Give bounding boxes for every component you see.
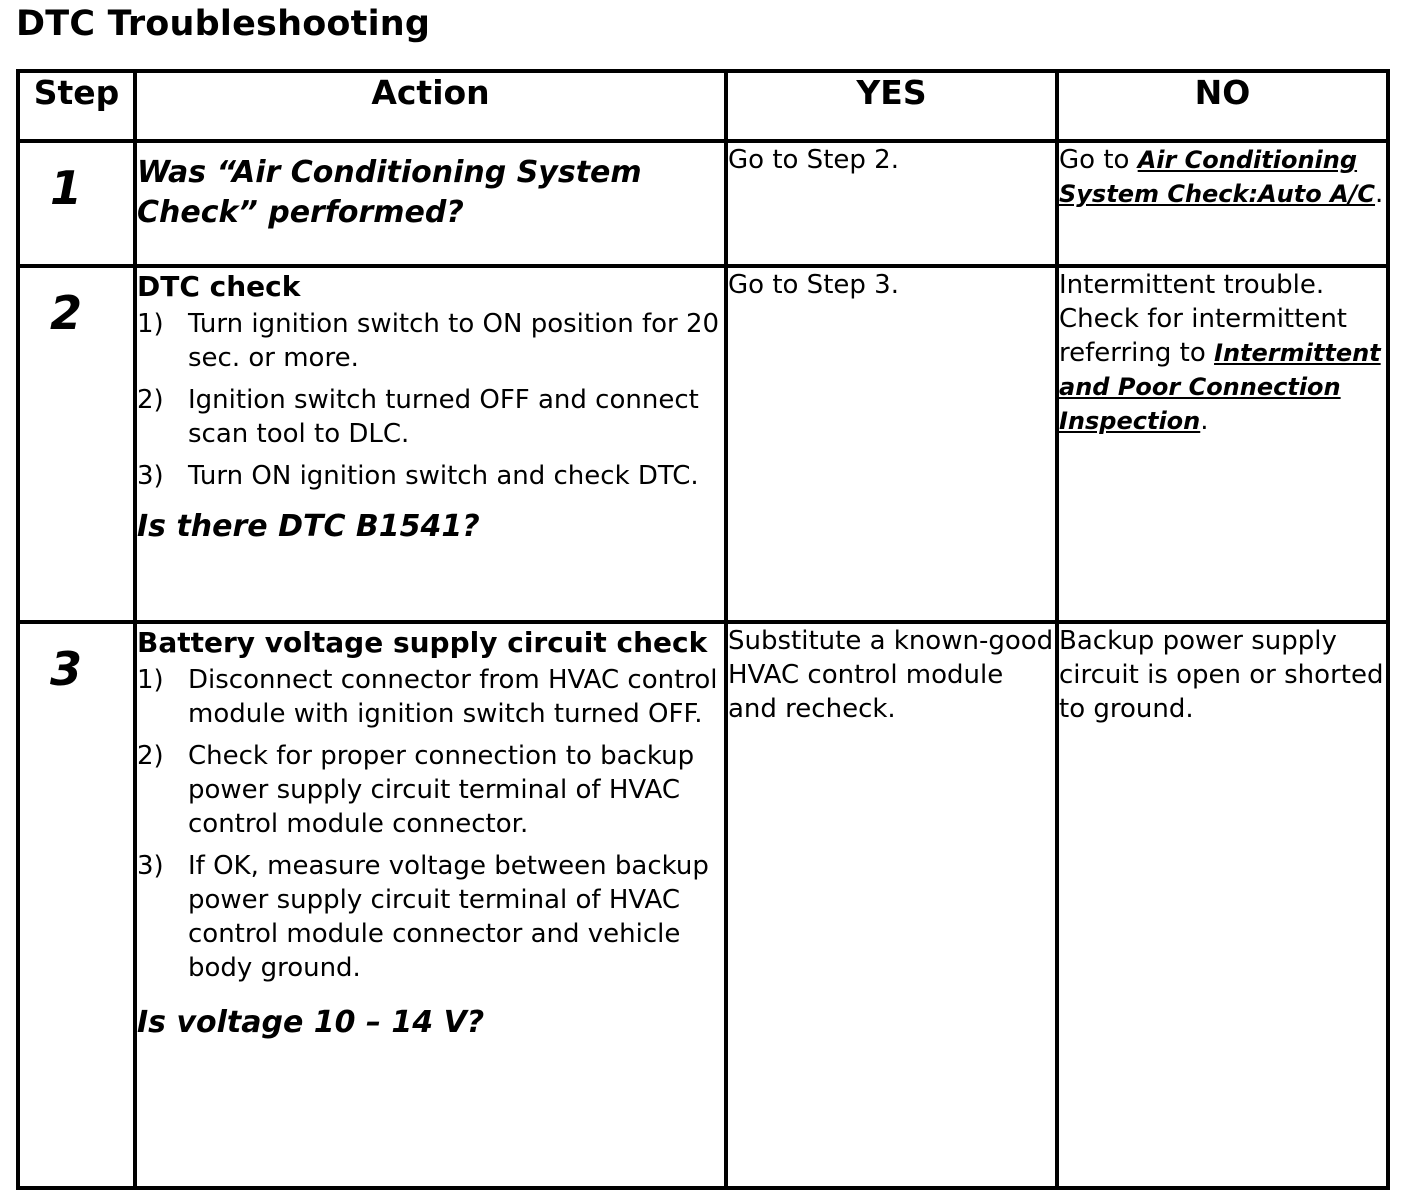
step-cell — [18, 622, 135, 1188]
item-number: 3) — [137, 851, 164, 881]
item-text: Ignition switch turned OFF and connect scan tool to DLC. — [188, 385, 699, 449]
list-item — [137, 739, 724, 841]
step-number: 2 — [50, 286, 83, 340]
yes-text: Substitute a known-good HVAC control module and recheck. — [728, 626, 1054, 724]
list-item — [137, 383, 724, 451]
header-no: NO — [1057, 71, 1388, 141]
no-text: Backup power supply circuit is open or shorted to ground. — [1059, 626, 1384, 724]
header-step: Step — [18, 71, 135, 141]
action-steps-list — [137, 307, 724, 493]
item-number: 1) — [137, 665, 164, 695]
item-text: Disconnect connector from HVAC control module with ignition switch turned OFF. — [188, 665, 718, 729]
action-title: Battery voltage supply circuit check — [137, 626, 708, 659]
action-question: Is there DTC B1541? — [137, 509, 480, 544]
yes-text: Go to Step 3. — [728, 270, 899, 300]
step-cell — [18, 266, 135, 622]
no-text-suffix: . — [1375, 179, 1384, 209]
link-intermittent-inspection[interactable]: Intermittent and Poor Connection Inspection — [1059, 339, 1381, 435]
list-item — [137, 849, 724, 985]
yes-cell — [726, 141, 1057, 266]
link-ac-system-check[interactable]: Air Conditioning System Check:Auto A/C — [1059, 146, 1376, 208]
action-steps-list — [137, 663, 724, 985]
yes-cell — [726, 266, 1057, 622]
no-text-suffix: . — [1200, 406, 1209, 436]
no-cell — [1057, 141, 1388, 266]
header-yes: YES — [726, 71, 1057, 141]
table-row-step-1 — [18, 141, 1388, 266]
no-cell — [1057, 266, 1388, 622]
item-text: Turn ignition switch to ON position for 20 sec. or more. — [188, 309, 720, 373]
yes-text: Go to Step 2. — [728, 145, 899, 175]
no-text-prefix: Go to — [1059, 145, 1138, 175]
no-cell — [1057, 622, 1388, 1188]
action-cell — [135, 141, 726, 266]
list-item — [137, 459, 724, 493]
table-row-step-3 — [18, 622, 1388, 1188]
item-text: Check for proper connection to backup power supply circuit terminal of HVAC control module connector. — [188, 741, 695, 839]
action-question: Was “Air Conditioning System Check” performed? — [137, 155, 642, 230]
list-item — [137, 307, 724, 375]
action-cell — [135, 266, 726, 622]
item-number: 1) — [137, 309, 164, 339]
item-number: 2) — [137, 385, 164, 415]
action-title: DTC check — [137, 270, 301, 303]
item-number: 3) — [137, 461, 164, 491]
action-cell — [135, 622, 726, 1188]
list-item — [137, 663, 724, 731]
step-cell — [18, 141, 135, 266]
step-number: 1 — [50, 161, 83, 215]
page-title: DTC Troubleshooting — [16, 4, 431, 44]
step-number: 3 — [50, 642, 83, 696]
table-row-step-2 — [18, 266, 1388, 622]
item-text: Turn ON ignition switch and check DTC. — [188, 461, 699, 491]
no-text-prefix: Intermittent trouble. Check for intermittent referring to — [1059, 270, 1347, 368]
header-action: Action — [135, 71, 726, 141]
item-number: 2) — [137, 741, 164, 771]
dtc-table — [16, 69, 1390, 1190]
header-row — [18, 71, 1388, 141]
item-text: If OK, measure voltage between backup power supply circuit terminal of HVAC control module connector and vehicle body ground. — [188, 851, 709, 983]
yes-cell — [726, 622, 1057, 1188]
action-question: Is voltage 10 – 14 V? — [137, 1005, 485, 1040]
